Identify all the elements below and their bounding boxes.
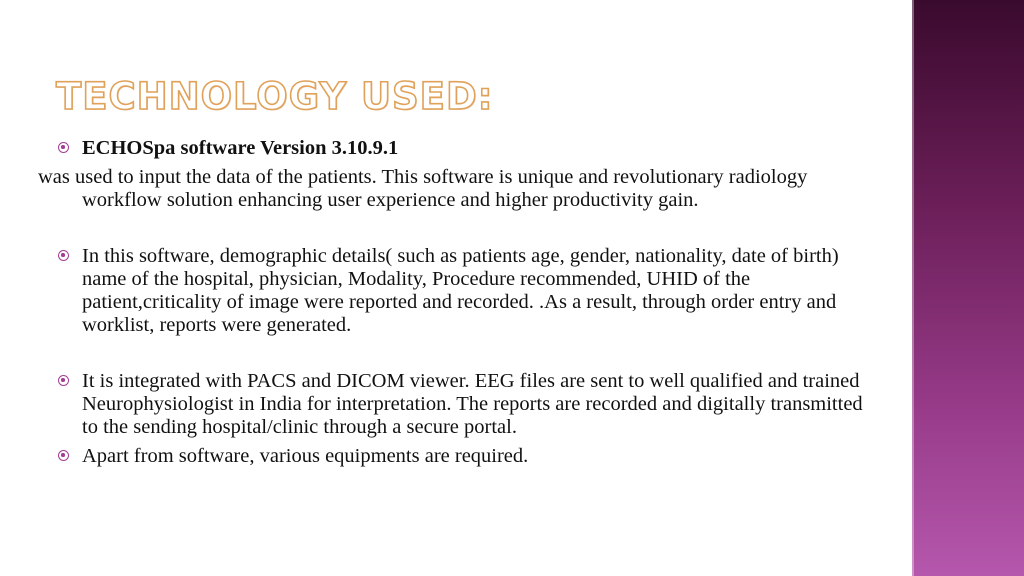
bullet-circle-icon	[58, 375, 69, 386]
bullet-circle-icon	[58, 250, 69, 261]
slide-title: TECHNOLOGY USED:	[56, 75, 494, 118]
paragraph-text: ECHOSpa software Version 3.10.9.1	[82, 137, 399, 159]
bullet-pacs-integration	[36, 370, 876, 439]
paragraph-software-description	[36, 166, 876, 212]
bullet-software-version	[36, 137, 876, 160]
paragraph-text: was used to input the data of the patients. This software is unique and revolutionary radiology workflow solution enhancing user experience and higher productivity gain.	[38, 166, 808, 211]
slide-body	[36, 137, 876, 468]
bullet-circle-icon	[58, 142, 69, 153]
bullet-circle-icon	[58, 450, 69, 461]
paragraph-text: Apart from software, various equipments are required.	[82, 445, 529, 467]
bullet-demographic-details	[36, 245, 876, 337]
bullet-equipment	[36, 445, 876, 468]
decorative-side-bar	[912, 0, 1024, 576]
paragraph-text: It is integrated with PACS and DICOM viewer. EEG files are sent to well qualified and trained Neurophysiologist in India for interpretation. The reports are recorded and digitally transmitted to the sending hospital/clinic through a secure portal.	[82, 370, 863, 438]
paragraph-text: In this software, demographic details( such as patients age, gender, nationality, date of birth) name of the hospital, physician, Modality, Procedure recommended, UHID of the patient,criticality of image were reported and recorded. .As a result, through order entry and worklist, reports were generated.	[82, 245, 839, 336]
